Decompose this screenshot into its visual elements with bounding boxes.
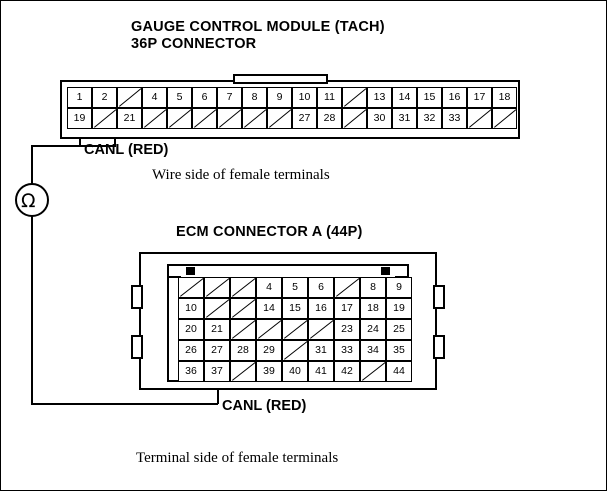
terminal-number: 13 <box>373 91 386 103</box>
gauge-terminal-cell <box>92 87 117 108</box>
gauge-terminal-cell <box>142 87 167 108</box>
ecm-terminal-cell <box>178 298 204 319</box>
ecm-terminal-cell <box>360 361 386 382</box>
gauge-terminal-cell <box>342 87 367 108</box>
blank-slash-icon <box>258 320 282 339</box>
terminal-number: 44 <box>393 365 405 377</box>
terminal-number: 4 <box>151 91 158 103</box>
ecm-terminal-cell <box>230 319 256 340</box>
ecm-terminal-cell <box>334 277 360 298</box>
ecm-terminal-cell <box>360 277 386 298</box>
terminal-number: 27 <box>298 112 311 124</box>
terminal-number: 36 <box>185 365 197 377</box>
ecm-terminal-cell <box>360 340 386 361</box>
blank-slash-icon <box>362 362 386 381</box>
gauge-terminal-cell <box>467 87 492 108</box>
gauge-terminal-cell <box>67 108 92 129</box>
ecm-terminal-cell <box>178 361 204 382</box>
terminal-number: 41 <box>315 365 327 377</box>
ecm-terminal-cell <box>204 340 230 361</box>
blank-slash-icon <box>206 278 230 297</box>
terminal-number: 33 <box>448 112 461 124</box>
terminal-number: 2 <box>101 91 108 103</box>
ecm-terminal-cell <box>178 340 204 361</box>
gauge-connector-title-line1: GAUGE CONTROL MODULE (TACH) <box>131 19 385 35</box>
ecm-terminal-cell <box>230 298 256 319</box>
gauge-terminal-cell <box>67 87 92 108</box>
ecm-terminal-cell <box>282 298 308 319</box>
terminal-number: 8 <box>370 281 376 293</box>
ecm-terminal-cell <box>360 319 386 340</box>
ecm-terminal-cell <box>282 361 308 382</box>
terminal-number: 27 <box>211 344 223 356</box>
blank-slash-icon <box>219 109 242 128</box>
gauge-terminal-cell <box>417 87 442 108</box>
terminal-number: 29 <box>263 344 275 356</box>
gauge-terminal-cell <box>467 108 492 129</box>
ecm-terminal-cell <box>256 319 282 340</box>
blank-slash-icon <box>232 362 256 381</box>
terminal-number: 17 <box>473 91 486 103</box>
terminal-number: 11 <box>324 91 335 103</box>
gauge-terminal-cell <box>317 87 342 108</box>
blank-slash-icon <box>180 278 204 297</box>
ecm-terminal-cell <box>256 361 282 382</box>
blank-slash-icon <box>284 320 308 339</box>
gauge-terminal-cell <box>267 87 292 108</box>
ecm-terminal-cell <box>360 298 386 319</box>
gauge-terminal-cell <box>442 108 467 129</box>
gauge-terminal-cell <box>492 87 517 108</box>
terminal-number: 19 <box>393 302 405 314</box>
terminal-number: 33 <box>341 344 353 356</box>
terminal-number: 5 <box>292 281 298 293</box>
terminal-number: 31 <box>398 112 411 124</box>
terminal-number: 28 <box>237 344 249 356</box>
ecm-terminal-cell <box>204 277 230 298</box>
gauge-terminal-cell <box>267 108 292 129</box>
blank-slash-icon <box>344 88 367 107</box>
blank-slash-icon <box>119 88 142 107</box>
gauge-terminal-cell <box>217 87 242 108</box>
gauge-terminal-cell <box>117 108 142 129</box>
terminal-number: 14 <box>398 91 411 103</box>
ecm-terminal-cell <box>308 277 334 298</box>
ecm-terminal-cell <box>334 298 360 319</box>
blank-slash-icon <box>144 109 167 128</box>
blank-slash-icon <box>232 299 256 318</box>
terminal-number: 9 <box>396 281 402 293</box>
terminal-number: 10 <box>185 302 197 314</box>
ecm-terminal-cell <box>386 298 412 319</box>
terminal-number: 5 <box>176 91 183 103</box>
gauge-terminal-cell <box>192 87 217 108</box>
ecm-terminal-cell <box>230 277 256 298</box>
gauge-terminal-cell <box>142 108 167 129</box>
terminal-number: 42 <box>341 365 353 377</box>
gauge-terminal-cell <box>442 87 467 108</box>
terminal-number: 6 <box>318 281 324 293</box>
terminal-number: 30 <box>373 112 386 124</box>
gauge-terminal-cell <box>342 108 367 129</box>
gauge-terminal-cell <box>392 108 417 129</box>
caption-wire-side: Wire side of female terminals <box>152 167 330 183</box>
blank-slash-icon <box>344 109 367 128</box>
ecm-terminal-cell <box>334 361 360 382</box>
ecm-terminal-cell <box>386 277 412 298</box>
gauge-terminal-cell <box>242 87 267 108</box>
canl-label-gauge: CANL (RED) <box>84 142 169 158</box>
ecm-terminal-cell <box>256 298 282 319</box>
ecm-terminal-cell <box>386 340 412 361</box>
blank-slash-icon <box>232 320 256 339</box>
blank-slash-icon <box>94 109 117 128</box>
ecm-connector-title: ECM CONNECTOR A (44P) <box>176 224 363 240</box>
terminal-number: 6 <box>201 91 208 103</box>
terminal-number: 39 <box>263 365 275 377</box>
terminal-number: 25 <box>393 323 405 335</box>
terminal-number: 37 <box>211 365 223 377</box>
terminal-number: 15 <box>423 91 436 103</box>
ecm-terminal-cell <box>308 340 334 361</box>
ecm-terminal-cell <box>178 277 204 298</box>
terminal-number: 16 <box>448 91 461 103</box>
terminal-number: 18 <box>498 91 511 103</box>
terminal-number: 31 <box>315 344 327 356</box>
gauge-terminal-cell <box>392 87 417 108</box>
gauge-terminal-cell <box>292 87 317 108</box>
ecm-terminal-cell <box>230 340 256 361</box>
blank-slash-icon <box>310 320 334 339</box>
terminal-number: 1 <box>76 91 83 103</box>
gauge-terminal-cell <box>292 108 317 129</box>
terminal-number: 18 <box>367 302 379 314</box>
blank-slash-icon <box>206 299 230 318</box>
terminal-number: 20 <box>185 323 197 335</box>
gauge-terminal-cell <box>117 87 142 108</box>
ecm-terminal-cell <box>334 319 360 340</box>
ecm-terminal-cell <box>386 319 412 340</box>
gauge-terminal-cell <box>167 108 192 129</box>
gauge-terminal-cell <box>92 108 117 129</box>
caption-terminal-side: Terminal side of female terminals <box>136 450 339 466</box>
terminal-number: 9 <box>276 91 283 103</box>
ecm-terminal-cell <box>256 340 282 361</box>
ecm-terminal-cell <box>256 277 282 298</box>
ecm-terminal-cell <box>308 361 334 382</box>
blank-slash-icon <box>232 278 256 297</box>
terminal-number: 21 <box>123 112 136 124</box>
terminal-number: 32 <box>423 112 436 124</box>
ecm-terminal-cell <box>282 340 308 361</box>
ecm-terminal-cell <box>204 319 230 340</box>
terminal-number: 19 <box>73 112 86 124</box>
gauge-terminal-cell <box>317 108 342 129</box>
canl-label-ecm: CANL (RED) <box>222 398 307 414</box>
terminal-number: 8 <box>251 91 258 103</box>
ecm-terminal-cell <box>386 361 412 382</box>
terminal-number: 16 <box>315 302 327 314</box>
terminal-number: 24 <box>367 323 379 335</box>
terminal-number: 35 <box>393 344 405 356</box>
terminal-number: 4 <box>266 281 272 293</box>
terminal-number: 40 <box>289 365 301 377</box>
ecm-terminal-cell <box>178 319 204 340</box>
ecm-terminal-cell <box>230 361 256 382</box>
blank-slash-icon <box>269 109 292 128</box>
ecm-terminal-cell <box>308 319 334 340</box>
ecm-terminal-cell <box>204 298 230 319</box>
gauge-terminal-cell <box>492 108 517 129</box>
blank-slash-icon <box>336 278 360 297</box>
terminal-number: 10 <box>298 91 311 103</box>
blank-slash-icon <box>494 109 517 128</box>
blank-slash-icon <box>169 109 192 128</box>
blank-slash-icon <box>469 109 492 128</box>
gauge-terminal-cell <box>417 108 442 129</box>
terminal-number: 28 <box>323 112 336 124</box>
terminal-number: 15 <box>289 302 301 314</box>
ohmmeter-symbol: Ω <box>21 190 36 212</box>
gauge-connector-title-line2: 36P CONNECTOR <box>131 36 257 52</box>
ecm-terminal-cell <box>308 298 334 319</box>
blank-slash-icon <box>244 109 267 128</box>
terminal-number: 7 <box>226 91 233 103</box>
ecm-terminal-cell <box>282 277 308 298</box>
gauge-terminal-cell <box>167 87 192 108</box>
terminal-number: 23 <box>341 323 353 335</box>
terminal-number: 14 <box>263 302 275 314</box>
blank-slash-icon <box>194 109 217 128</box>
gauge-terminal-cell <box>367 108 392 129</box>
gauge-terminal-cell <box>217 108 242 129</box>
ecm-terminal-cell <box>204 361 230 382</box>
terminal-number: 26 <box>185 344 197 356</box>
ecm-terminal-cell <box>334 340 360 361</box>
gauge-terminal-cell <box>242 108 267 129</box>
gauge-terminal-cell <box>367 87 392 108</box>
terminal-number: 21 <box>211 323 223 335</box>
blank-slash-icon <box>284 341 308 360</box>
gauge-terminal-cell <box>192 108 217 129</box>
terminal-number: 17 <box>341 302 353 314</box>
terminal-number: 34 <box>367 344 379 356</box>
ecm-terminal-cell <box>282 319 308 340</box>
